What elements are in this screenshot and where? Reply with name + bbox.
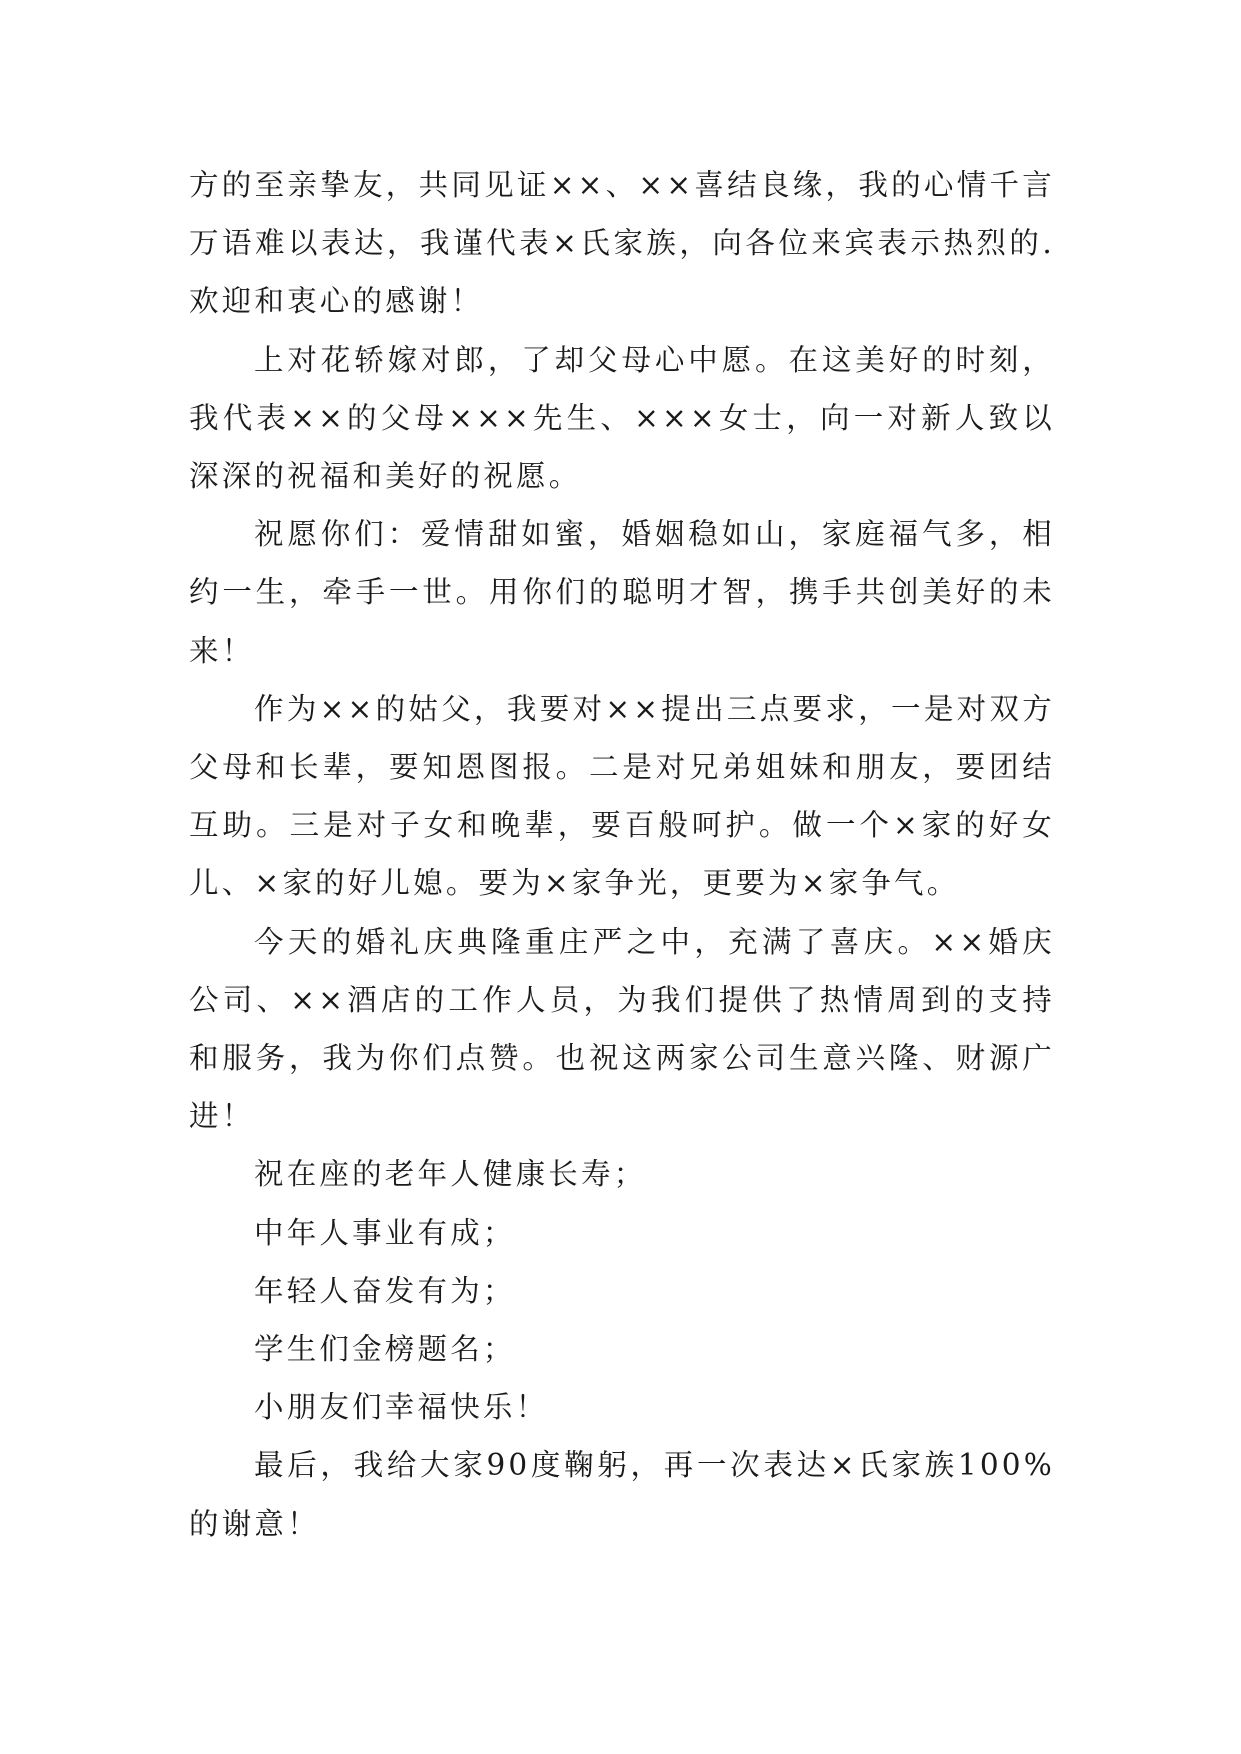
- paragraph-wishes: 祝愿你们：爱情甜如蜜，婚姻稳如山，家庭福气多，相约一生，牵手一世。用你们的聪明才智，携手共创美好的未来！: [189, 517, 1055, 668]
- paragraph-wish-middle-aged: 中年人事业有成；: [254, 1215, 516, 1250]
- paragraph-three-requirements: 作为××的姑父，我要对××提出三点要求，一是对双方父母和长辈，要知恩图报。二是对兄弟姐妹和朋友，要团结互助。三是对子女和晚辈，要百般呵护。做一个×家的好女儿、×家的好儿媳。要为×家争光，更要为×家争气。: [189, 691, 1055, 901]
- paragraph-wish-students: 学生们金榜题名；: [254, 1332, 516, 1367]
- paragraph-wish-children: 小朋友们幸福快乐！: [254, 1390, 549, 1425]
- paragraph-wish-elderly: 祝在座的老年人健康长寿；: [254, 1157, 647, 1192]
- paragraph-welcome-continuation: 方的至亲挚友，共同见证××、××喜结良缘，我的心情千言万语难以表达，我谨代表×氏家族，向各位来宾表示热烈的.欢迎和衷心的感谢！: [189, 168, 1055, 319]
- document-body: [189, 156, 1055, 1553]
- paragraph-wish-young: 年轻人奋发有为；: [254, 1273, 516, 1308]
- paragraph-blessing-couple: 上对花轿嫁对郎，了却父母心中愿。在这美好的时刻，我代表××的父母×××先生、×××女士，向一对新人致以深深的祝福和美好的祝愿。: [189, 342, 1055, 494]
- paragraph-thanks-staff: 今天的婚礼庆典隆重庄严之中，充满了喜庆。××婚庆公司、××酒店的工作人员，为我们提供了热情周到的支持和服务，我为你们点赞。也祝这两家公司生意兴隆、财源广进！: [189, 924, 1055, 1134]
- paragraph-closing: 最后，我给大家90度鞠躬，再一次表达×氏家族100%的谢意！: [189, 1448, 1055, 1541]
